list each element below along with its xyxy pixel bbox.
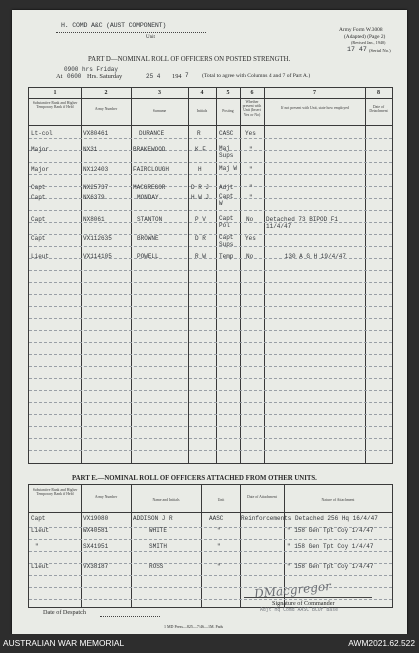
posting: Capt Sups bbox=[219, 234, 234, 248]
rank: Major bbox=[31, 166, 50, 173]
surname: BROWNE bbox=[137, 235, 159, 242]
nature: Reinforcements Detached 256 Hq 16/4/47 bbox=[241, 515, 378, 522]
caption-right: AWM2021.62.522 bbox=[348, 638, 415, 648]
part-e-title: PART E.—NOMINAL ROLL OF OFFICERS ATTACHED FROM OTHER UNITS. bbox=[72, 475, 317, 482]
name: ADDISON J R bbox=[133, 515, 173, 522]
col-num-6: 6 bbox=[250, 90, 254, 96]
present: " bbox=[249, 166, 253, 173]
present: No bbox=[246, 216, 254, 223]
col-num-3: 3 bbox=[158, 90, 161, 96]
signature: DMacgregor bbox=[253, 579, 332, 601]
army-number: NX6379 bbox=[83, 194, 105, 201]
col-num-4: 4 bbox=[200, 90, 204, 96]
col-num-1: 1 bbox=[53, 90, 57, 96]
surname: FAIRCLOUGH bbox=[133, 166, 170, 173]
army-number: VX114105 bbox=[83, 253, 112, 260]
printer-line: 1 MD Press—825—7/46—1M. Pads bbox=[164, 624, 224, 629]
unit-label: Unit bbox=[146, 35, 155, 40]
date-typed: 25 4 bbox=[146, 73, 161, 80]
signature-label: Signature of Commander bbox=[272, 600, 335, 607]
army-number: NX25737 bbox=[83, 184, 109, 191]
col-header-present: Whether present with Unit (Insert Yes or No) bbox=[242, 100, 262, 117]
rank: Lieut bbox=[31, 563, 50, 570]
army-number: SX41951 bbox=[83, 543, 109, 550]
col-header-initials: Initials bbox=[196, 109, 208, 113]
col-header-number: Army Number bbox=[94, 107, 118, 111]
year-prefix: 194 bbox=[172, 73, 182, 80]
army-number: NX12403 bbox=[83, 166, 109, 173]
caption-bar bbox=[0, 634, 419, 653]
surname: BRAKEWOOD bbox=[133, 146, 166, 153]
surname: MACGREGOR bbox=[133, 184, 166, 191]
total-note: (Total to agree with Columns 4 and 7 of Part A.) bbox=[202, 73, 311, 79]
present: " bbox=[249, 194, 253, 201]
date-of-despatch-label: Date of Despatch bbox=[43, 609, 86, 616]
nature: " 158 Gen Tpt Coy 1/4/47 bbox=[287, 527, 374, 534]
present: Yes bbox=[245, 130, 256, 137]
serial-label: (Serial No.) bbox=[369, 48, 391, 53]
unit: " bbox=[217, 527, 221, 534]
rank: Capt bbox=[31, 235, 46, 242]
surname: POWELL bbox=[137, 253, 159, 260]
year-typed: 7 bbox=[185, 72, 189, 79]
col-num-2: 2 bbox=[104, 90, 108, 96]
posting: Temp bbox=[219, 253, 234, 260]
form-number: Army Form W.3008 bbox=[339, 27, 383, 33]
form-revised: (Revised Jan., 1940) bbox=[351, 40, 386, 45]
name: WHITE bbox=[149, 527, 168, 534]
employed: 130 A G H 19/4/47 bbox=[284, 253, 346, 260]
initials: R bbox=[197, 130, 201, 137]
part-d-table bbox=[28, 87, 393, 464]
present: " bbox=[249, 184, 253, 191]
at-prefix: At bbox=[56, 73, 63, 80]
army-number: NX31 bbox=[83, 146, 98, 153]
surname: STANTON bbox=[137, 216, 163, 223]
army-number: WX40581 bbox=[83, 527, 109, 534]
name: ROSS bbox=[149, 563, 164, 570]
nature: " 158 Gen Tpt Coy 1/4/47 bbox=[287, 543, 374, 550]
col-header-surname: Surname bbox=[152, 109, 167, 113]
posting: Capt W bbox=[219, 193, 234, 207]
rank: Lieut bbox=[31, 527, 50, 534]
name: SMITH bbox=[149, 543, 168, 550]
rank: " bbox=[35, 543, 39, 550]
col-num-5: 5 bbox=[226, 90, 230, 96]
unit: " bbox=[217, 543, 221, 550]
posting: Adjt bbox=[219, 184, 234, 191]
serial-typed: 17 47 bbox=[347, 46, 367, 53]
part-e-table bbox=[28, 484, 393, 608]
initials: K F bbox=[195, 146, 206, 153]
posting: Capt Pol bbox=[219, 215, 234, 229]
rank: Lt-col bbox=[31, 130, 53, 137]
col-header-posting: Posting bbox=[222, 109, 234, 113]
posting: CASC bbox=[219, 130, 234, 137]
col-header-employed: If not present with Unit, state how employed bbox=[281, 106, 349, 110]
army-number: VX112635 bbox=[83, 235, 112, 242]
despatch-line bbox=[100, 616, 160, 617]
part-d-title: PART D—NOMINAL ROLL OF OFFICERS ON POSTED STRENGTH. bbox=[88, 56, 291, 63]
initials: R W bbox=[195, 253, 206, 260]
e-col-header-unit: Unit bbox=[217, 498, 225, 502]
initials: D R bbox=[195, 235, 206, 242]
caption-left: AUSTRALIAN WAR MEMORIAL bbox=[3, 638, 125, 648]
signature-stamp: Adjt Hq Comd AASC BCOF Base bbox=[260, 608, 338, 613]
e-col-header-name: Name and Initials bbox=[152, 498, 180, 502]
present: Yes bbox=[245, 235, 256, 242]
army-number: VX80461 bbox=[83, 130, 109, 137]
unit: AASC bbox=[209, 515, 224, 522]
e-col-header-date: Date of Attachment bbox=[247, 495, 277, 499]
col-num-8: 8 bbox=[377, 90, 380, 96]
army-number: VX38187 bbox=[83, 563, 109, 570]
time-typed: 0900 hrs Friday bbox=[64, 66, 119, 73]
e-col-header-rank: Substantive Rank and Higher Temporary Rank if Held bbox=[32, 488, 78, 497]
present: No bbox=[246, 253, 254, 260]
initials: D R J bbox=[191, 184, 210, 191]
unit: " bbox=[217, 563, 221, 570]
posting: Maj Sups bbox=[219, 145, 234, 159]
rank: Major bbox=[31, 146, 50, 153]
rank: Capt bbox=[31, 515, 46, 522]
rank: Capt bbox=[31, 194, 46, 201]
col-header-date: Date of Detachment bbox=[369, 105, 388, 114]
at-hrs: 0600 bbox=[67, 73, 82, 80]
army-number: NX8061 bbox=[83, 216, 105, 223]
nature: " 158 Gen Tpt Coy 1/4/47 bbox=[287, 563, 374, 570]
e-col-header-number: Army Number bbox=[94, 495, 118, 499]
form-sheet bbox=[12, 10, 407, 634]
signature-line bbox=[244, 597, 372, 598]
employed: Detached 73 BIPOD F1 11/4/47 bbox=[266, 216, 339, 230]
rank: Capt bbox=[31, 216, 46, 223]
form-adapted: (Adapted) (Page 2) bbox=[344, 34, 386, 40]
rank: Lieut bbox=[31, 253, 50, 260]
col-header-rank: Substantive Rank and Higher Temporary Rank if Held bbox=[32, 101, 78, 110]
initials: P V bbox=[195, 216, 206, 223]
at-suffix: Hrs. Saturday bbox=[87, 73, 123, 80]
e-col-header-nature: Nature of Attachment bbox=[321, 498, 355, 502]
col-num-7: 7 bbox=[313, 90, 316, 96]
surname: DURANCE bbox=[139, 130, 165, 137]
surname: MONDAY bbox=[137, 194, 159, 201]
unit-underline bbox=[56, 32, 206, 33]
army-number: VX19080 bbox=[83, 515, 109, 522]
posting: Maj W bbox=[219, 165, 238, 172]
rank: Capt bbox=[31, 184, 46, 191]
present: " bbox=[249, 146, 253, 153]
initials: H W J bbox=[191, 194, 210, 201]
unit-typed: H. COMD A&C (AUST COMPONENT) bbox=[61, 22, 167, 29]
initials: H bbox=[198, 166, 202, 173]
